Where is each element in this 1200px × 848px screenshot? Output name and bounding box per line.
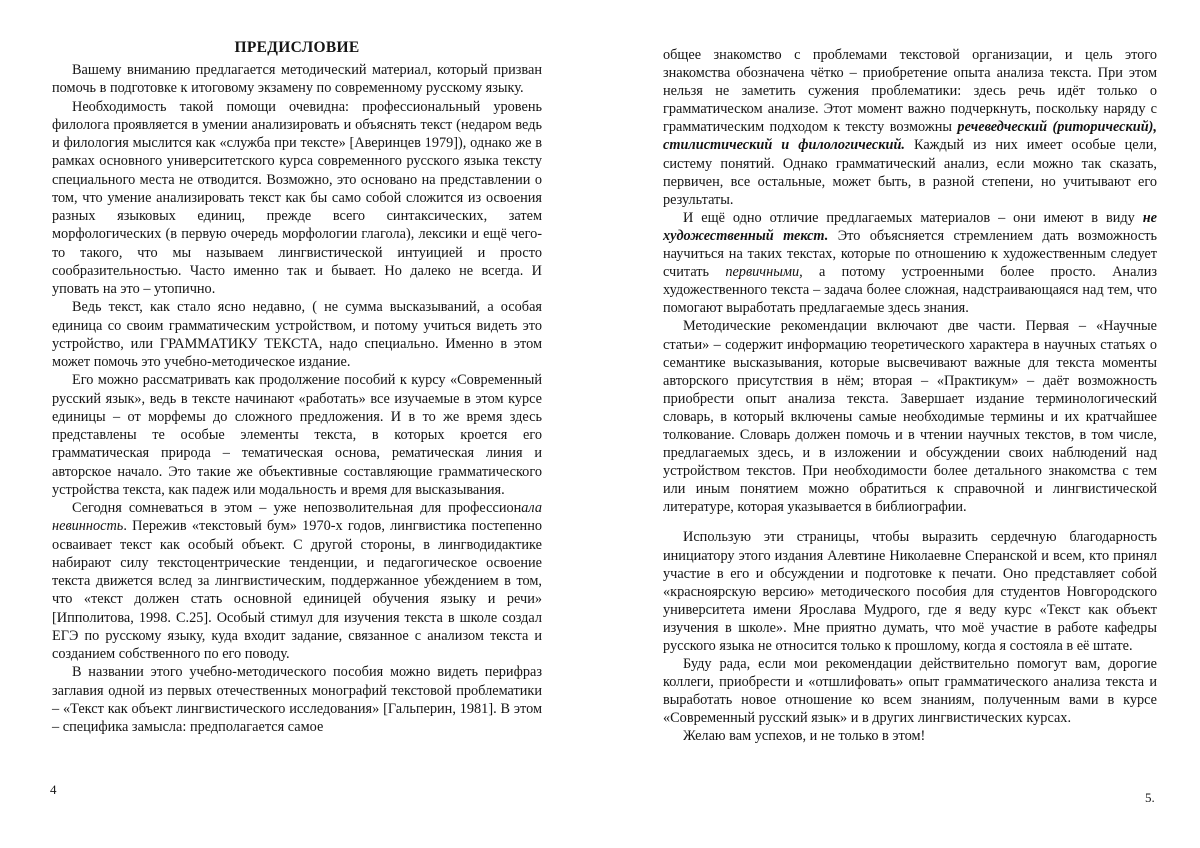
paragraph-6: Желаю вам успехов, и не только в этом! bbox=[683, 728, 926, 745]
continuation-text-c: Каждый из них имеет особые цели, систему понятий. Однако грамматический анализ, если можно так сказать, первичен, все остальные, может быть, в разной степени, но учитывают его результаты. bbox=[663, 137, 1158, 208]
paragraph-5-italic: ала невинность bbox=[52, 500, 542, 535]
page-title: ПРЕДИСЛОВИЕ bbox=[234, 39, 360, 56]
paragraph-5 bbox=[52, 499, 542, 663]
paragraph-2 bbox=[663, 209, 1157, 318]
analysis-types-bold-italic: речеведческий (риторический), стилистический и филологический. bbox=[663, 119, 1157, 154]
paragraph-2-text-a: И ещё одно отличие предлагаемых материалов – они имеют в виду bbox=[683, 209, 1143, 226]
paragraph-5-text-a: Сегодня сомневаться в этом – уже непозволительная для профессион bbox=[72, 500, 522, 516]
paragraph-5-text-c: . Пережив «текстовый бум» 1970-х годов, лингвистика постепенно осваивает текст как особый объект. С другой стороны, в лингводидактике набирают силу текстоцентрические тенденции, и педагогическое освоение текста движется вслед за лингвистическим, поддержанное убеждением в том, что «текст должен стать основной единицей обучения языку и речи» [Ипполитова, 1998. С.25]. Особый стимул для изучения текста в школе создал ЕГЭ по русскому языку, куда входит задание, связанное с анализом текста и созданием собственного по его поводу. bbox=[52, 518, 542, 662]
paragraph-3: Ведь текст, как стало ясно недавно, ( не сумма высказываний, а особая единица со своим грамматическим устройством, и потому учиться видеть это устройство, или ГРАММАТИКУ ТЕКСТА, надо специально. Именно в этом может помочь это учебно-методическое издание. bbox=[52, 299, 542, 370]
page-number-left: 4 bbox=[50, 782, 57, 797]
right-text-column bbox=[663, 46, 1157, 746]
paragraph-1: Вашему вниманию предлагается методический материал, который призван помочь в подготовке к итоговому экзамену по современному русскому языку. bbox=[52, 62, 542, 97]
primary-italic: первичными, bbox=[725, 264, 803, 281]
non-fiction-bold-italic: не художественный текст. bbox=[663, 209, 1157, 244]
left-text-column bbox=[52, 38, 542, 736]
paragraph-4: Использую эти страницы, чтобы выразить сердечную благодарность инициатору этого издания Алевтине Николаевне Сперанской и всем, кто принял участие в его и обсуждении и подготовке к печати. Оно представляет собой «красноярскую версию» методического пособия для студентов Новгородского университета имени Ярослава Мудрого, где я веду курс «Текст как объект изучения в школе». Мне приятно думать, что моё участие в работе кафедры русского языка не относится только к прошлому, когда я состояла в её штате. bbox=[663, 529, 1157, 654]
paragraph-6: В названии этого учебно-методического пособия можно видеть перифраз заглавия одной из первых отечественных монографий текстовой проблематики – «Текст как объект лингвистического исследования» [Гальперин, 1981]. В этом – специфика замысла: предполагается самое bbox=[52, 664, 542, 735]
paragraph-2-text-e: а потому устроенными более просто. Анализ художественного текста – задача более сложная, надстраивающаяся над тем, что помогают выработать предлагаемые здесь знания. bbox=[663, 264, 1157, 317]
paragraph-2: Необходимость такой помощи очевидна: профессиональный уровень филолога проявляется в умении анализировать и объяснять текст (недаром ведь и филология мыслится как «служба при тексте» [Аверинцев 1979]), однако же в рамках основного университетского курса современного русского языка тексту специального места не отводится. Возможно, это основано на представлении о том, что умение анализировать текст как бы само собой сложится из освоения разных языковых единиц, прежде всего синтаксических, затем морфологических (в первую очередь морфологии глагола), лексики и ещё чего-то такого, что мы называем лингвистической интуицией и просто сообразительностью. Часто именно так и бывает. Но далеко не всегда. И уповать на это – утопично. bbox=[52, 98, 542, 297]
paragraph-3: Методические рекомендации включают две части. Первая – «Научные статьи» – содержит информацию теоретического характера в научных статьях о семантике высказывания, которые высвечивают важные для текста моменты авторского присутствия в нём; вторая – «Практикум» – даёт возможность приобрести опыт анализа текста. Завершает издание терминологический словарь, в который включены самые необходимые термины и их кратчайшее толкование. Словарь должен помочь и в чтении научных текстов, в том числе, предлагаемых здесь, и в изложении и обсуждении своих наблюдений над устройством текстов. При необходимости более детального знакомства с тем или иным понятием можно обратиться к справочной и лингвистической литературе, которая указывается в библиографии. bbox=[663, 318, 1157, 516]
right-page bbox=[600, 0, 1200, 848]
paragraph-continuation bbox=[663, 46, 1157, 209]
paragraph-5: Буду рада, если мои рекомендации действительно помогут вам, дорогие коллеги, приобрести и «отшлифовать» опыт грамматического анализа текста и выработать новое отношение ко всем знаниям, полученным вами в курсе «Современный русский язык» и в других лингвистических курсах. bbox=[663, 656, 1157, 727]
page-number-right: 5. bbox=[1145, 790, 1155, 805]
continuation-text-a: общее знакомство с проблемами текстовой организации, и цель этого знакомства обозначена чётко – приобретение опыта анализа текста. При этом нельзя не заметить сужения проблематики: здесь речь идёт только о грамматическом анализе. Этот момент важно подчеркнуть, поскольку наряду с грамматическим подходом к тексту возможны bbox=[663, 47, 1157, 136]
paragraph-4: Его можно рассматривать как продолжение пособий к курсу «Современный русский язык», ведь в тексте начинают «работать» все изучаемые в этом курсе единицы – от морфемы до сложного предложения. И в то же время здесь представлены те особые элементы текста, в которых кроется его грамматическая природа – тематическая основа, рематическая линия и авторское начало. Это такие же объективные составляющие грамматического устройства текста, как падеж или модальность и время для высказывания. bbox=[52, 372, 542, 498]
paragraph-gap bbox=[663, 516, 1157, 528]
paragraph-2-text-c: Это объясняется стремлением дать возможность научиться на таких текстах, которые по отношению к художественным следует считать bbox=[663, 227, 1157, 281]
